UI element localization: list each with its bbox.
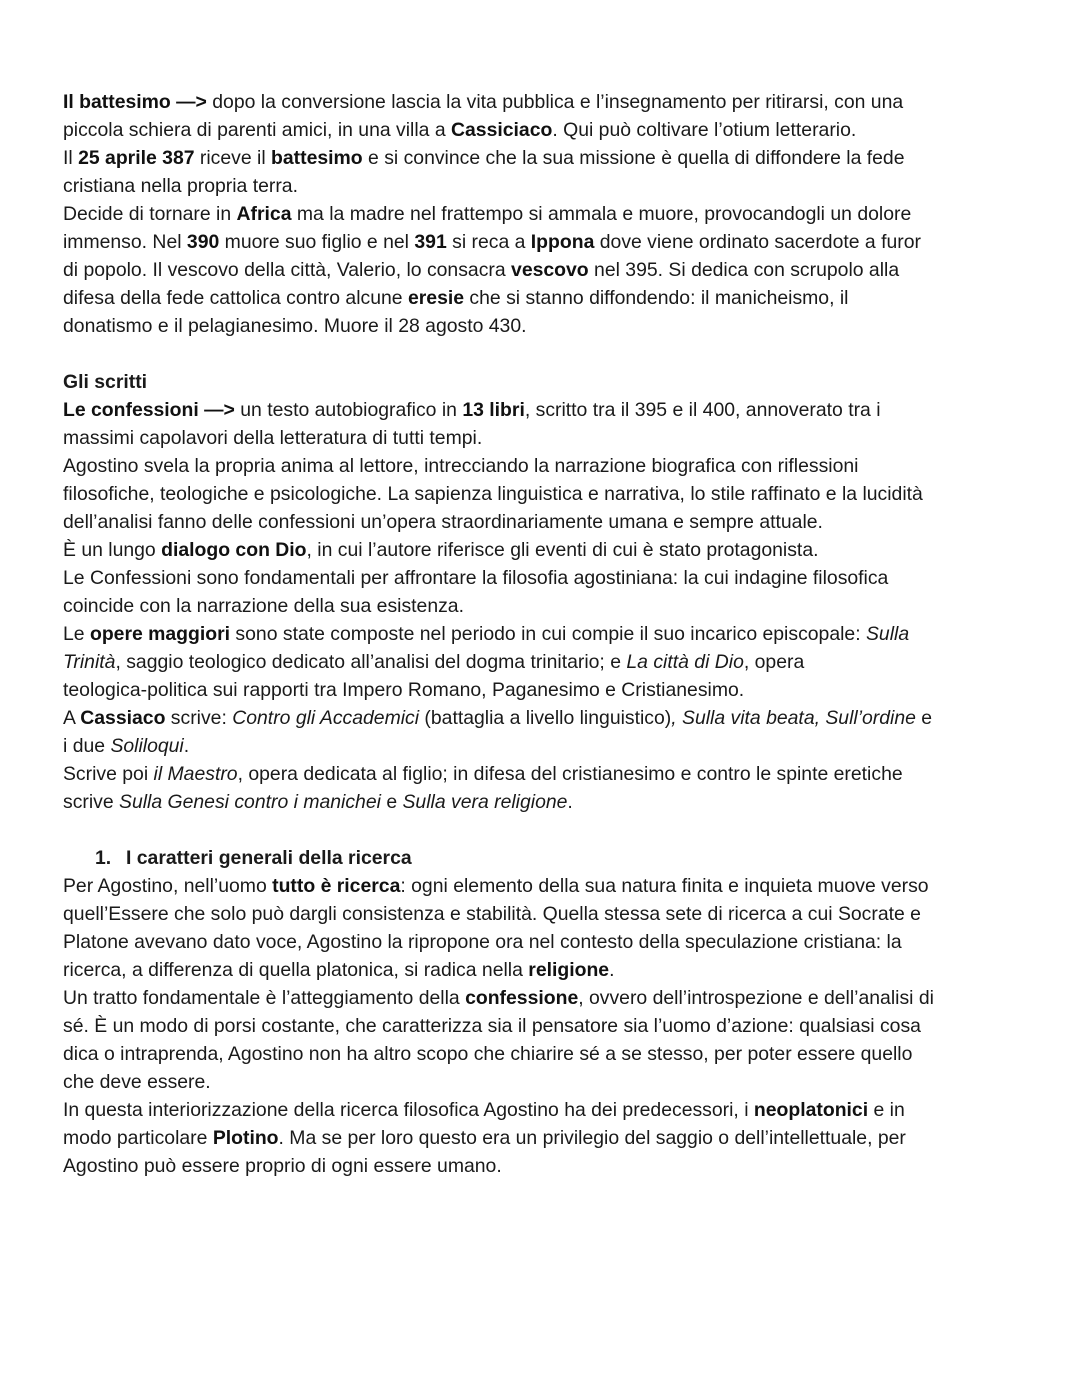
text-run: dopo la conversione lascia la vita pubblica e l’insegnamento per ritirarsi, con una [206, 91, 904, 113]
text-line [63, 1040, 1043, 1068]
text-line [63, 172, 1043, 200]
text-line [63, 452, 1043, 480]
text-line [63, 536, 1043, 564]
text-line [63, 620, 1043, 648]
text-run: , opera dedicata al figlio; in difesa del cristianesimo e contro le spinte eretiche [237, 763, 903, 785]
text-run: immenso. Nel [63, 231, 187, 253]
text-line [63, 928, 1043, 956]
text-line [63, 116, 1043, 144]
list-number: 1. [95, 847, 112, 869]
text-run: i due [63, 735, 111, 757]
text-run: Le [63, 623, 90, 645]
text-line [63, 200, 1043, 228]
text-run: ma la madre nel frattempo si ammala e muore, provocandogli un dolore [291, 203, 912, 225]
section-ricerca [63, 872, 1043, 1180]
text-line [63, 872, 1043, 900]
bold-text: Africa [236, 203, 292, 225]
text-line [63, 676, 1043, 704]
text-run: coincide con la narrazione della sua esistenza. [63, 595, 464, 617]
text-run: e si convince che la sua missione è quella di diffondere la fede [362, 147, 905, 169]
bold-text: Cassiaco [80, 707, 166, 729]
bold-text: battesimo [271, 147, 363, 169]
text-run: teologica-politica sui rapporti tra Impero Romano, Paganesimo e Cristianesimo. [63, 679, 745, 701]
text-run: un testo autobiografico in [234, 399, 463, 421]
text-run: nel 395. Si dedica con scrupolo alla [588, 259, 900, 281]
text-run: filosofiche, teologiche e psicologiche. La sapienza linguistica e narrativa, lo stile raffinato e la lucidità [63, 483, 923, 505]
text-run: , saggio teologico dedicato all’analisi del dogma trinitario; e [115, 651, 627, 673]
text-run: modo particolare [63, 1127, 213, 1149]
text-run: piccola schiera di parenti amici, in una villa a [63, 119, 452, 141]
bold-text: religione [528, 959, 610, 981]
heading-text: I caratteri generali della ricerca [126, 847, 412, 869]
bold-text: confessione [465, 987, 579, 1009]
text-run: e in [868, 1099, 905, 1121]
text-run: si reca a [446, 231, 531, 253]
text-line [63, 396, 1043, 424]
text-line [63, 312, 1043, 340]
text-line [63, 956, 1043, 984]
italic-text: , Sulla vita beata, Sull’ordine [671, 707, 916, 729]
text-run: : ogni elemento della sua natura finita e inquieta muove verso [400, 875, 929, 897]
spacer [63, 340, 1043, 368]
text-run: donatismo e il pelagianesimo. Muore il 28 agosto 430. [63, 315, 527, 337]
text-run: Per Agostino, nell’uomo [63, 875, 273, 897]
italic-text: La città di Dio [626, 651, 744, 673]
bold-text: Cassiciaco [451, 119, 553, 141]
text-line [63, 508, 1043, 536]
text-run: È un lungo [63, 539, 162, 561]
text-run: , scritto tra il 395 e il 400, annoverato tra i [524, 399, 881, 421]
text-line [63, 592, 1043, 620]
bold-text: tutto è ricerca [272, 875, 401, 897]
spacer [63, 816, 1043, 844]
text-run: A [63, 707, 81, 729]
bold-text: Le confessioni —> [63, 399, 235, 421]
italic-text: Soliloqui [110, 735, 184, 757]
bold-text: eresie [407, 287, 465, 309]
text-run: Decide di tornare in [63, 203, 237, 225]
italic-text: Contro gli Accademici [232, 707, 420, 729]
text-run: , ovvero dell’introspezione e dell’analisi di [578, 987, 934, 1009]
text-run: Un tratto fondamentale è l’atteggiamento della [63, 987, 466, 1009]
text-run: , in cui l’autore riferisce gli eventi di cui è stato protagonista. [306, 539, 819, 561]
text-run: Agostino può essere proprio di ogni essere umano. [63, 1155, 502, 1177]
section-scritti [63, 396, 1043, 816]
text-line [63, 984, 1043, 1012]
text-run: dica o intraprenda, Agostino non ha altro scopo che chiarire sé a se stesso, per poter essere quello [63, 1043, 913, 1065]
document-page [63, 88, 1043, 1180]
text-line [63, 284, 1043, 312]
text-run: . [183, 735, 190, 757]
bold-text: dialogo con Dio [161, 539, 307, 561]
text-line [63, 732, 1043, 760]
text-run: massimi capolavori della letteratura di tutti tempi. [63, 427, 483, 449]
section-battesimo [63, 88, 1043, 340]
bold-text: 13 libri [462, 399, 525, 421]
text-run: e [380, 791, 403, 813]
bold-text: neoplatonici [753, 1099, 869, 1121]
text-run: scrive: [165, 707, 233, 729]
text-run: In questa interiorizzazione della ricerca filosofica Agostino ha dei predecessori, i [63, 1099, 754, 1121]
text-run: riceve il [194, 147, 272, 169]
text-run: cristiana nella propria terra. [63, 175, 298, 197]
text-line [63, 1068, 1043, 1096]
text-run: e [915, 707, 933, 729]
text-run: dove viene ordinato sacerdote a furor [594, 231, 921, 253]
bold-text: Ippona [530, 231, 595, 253]
text-run: muore suo figlio e nel [219, 231, 415, 253]
text-line [63, 1012, 1043, 1040]
text-run: quell’Essere che solo può dargli consistenza e stabilità. Quella stessa sete di ricerca a cui Socrate e [63, 903, 921, 925]
text-run: Platone avevano dato voce, Agostino la ripropone ora nel contesto della speculazione cristiana: la [63, 931, 902, 953]
text-run: Scrive poi [63, 763, 154, 785]
text-run: Le Confessioni sono fondamentali per affrontare la filosofia agostiniana: la cui indagine filosofica [63, 567, 889, 589]
italic-text: Trinità [63, 651, 116, 673]
text-line [63, 144, 1043, 172]
text-line [63, 564, 1043, 592]
bold-text: Plotino [212, 1127, 279, 1149]
text-run: ricerca, a differenza di quella platonica, si radica nella [63, 959, 529, 981]
italic-text: Sulla [865, 623, 910, 645]
bold-text: vescovo [511, 259, 589, 281]
bold-text: 25 aprile 387 [78, 147, 195, 169]
text-run: Il [63, 147, 79, 169]
text-line [63, 480, 1043, 508]
text-run: dell’analisi fanno delle confessioni un’opera straordinariamente umana e sempre attuale. [63, 511, 823, 533]
text-run: sono state composte nel periodo in cui compie il suo incarico episcopale: [230, 623, 866, 645]
text-run: , opera [743, 651, 805, 673]
text-line [63, 900, 1043, 928]
text-run: difesa della fede cattolica contro alcune [63, 287, 408, 309]
text-run: sé. È un modo di porsi costante, che caratterizza sia il pensatore sia l’uomo d’azione: qualsiasi cosa [63, 1015, 921, 1037]
italic-text: Sulla vera religione [402, 791, 568, 813]
text-run: . [609, 959, 615, 981]
text-line [63, 704, 1043, 732]
text-line [63, 228, 1043, 256]
text-run: scrive [63, 791, 120, 813]
italic-text: Sulla Genesi contro i manichei [119, 791, 381, 813]
text-line [63, 1124, 1043, 1152]
section-heading-scritti: Gli scritti [63, 371, 148, 393]
text-run: di popolo. Il vescovo della città, Valerio, lo consacra [63, 259, 512, 281]
text-line [63, 788, 1043, 816]
text-line [63, 760, 1043, 788]
text-line [63, 1096, 1043, 1124]
text-run: che si stanno diffondendo: il manicheismo, il [464, 287, 849, 309]
text-run: . Ma se per loro questo era un privilegio del saggio o dell’intellettuale, per [278, 1127, 906, 1149]
text-line [63, 648, 1043, 676]
bold-text: 390 [186, 231, 220, 253]
text-line [63, 1152, 1043, 1180]
text-line [63, 424, 1043, 452]
text-line [63, 88, 1043, 116]
text-run: . [567, 791, 573, 813]
text-line [63, 256, 1043, 284]
text-run: . Qui può coltivare l’otium letterario. [552, 119, 857, 141]
italic-text: il Maestro [153, 763, 238, 785]
text-run: Agostino svela la propria anima al lettore, intrecciando la narrazione biografica con riflessioni [63, 455, 859, 477]
text-run: che deve essere. [63, 1071, 211, 1093]
text-run: (battaglia a livello linguistico) [419, 707, 672, 729]
bold-text: 391 [414, 231, 447, 253]
bold-text: Il battesimo —> [63, 91, 207, 113]
numbered-heading-ricerca [63, 844, 1043, 872]
bold-text: opere maggiori [89, 623, 231, 645]
